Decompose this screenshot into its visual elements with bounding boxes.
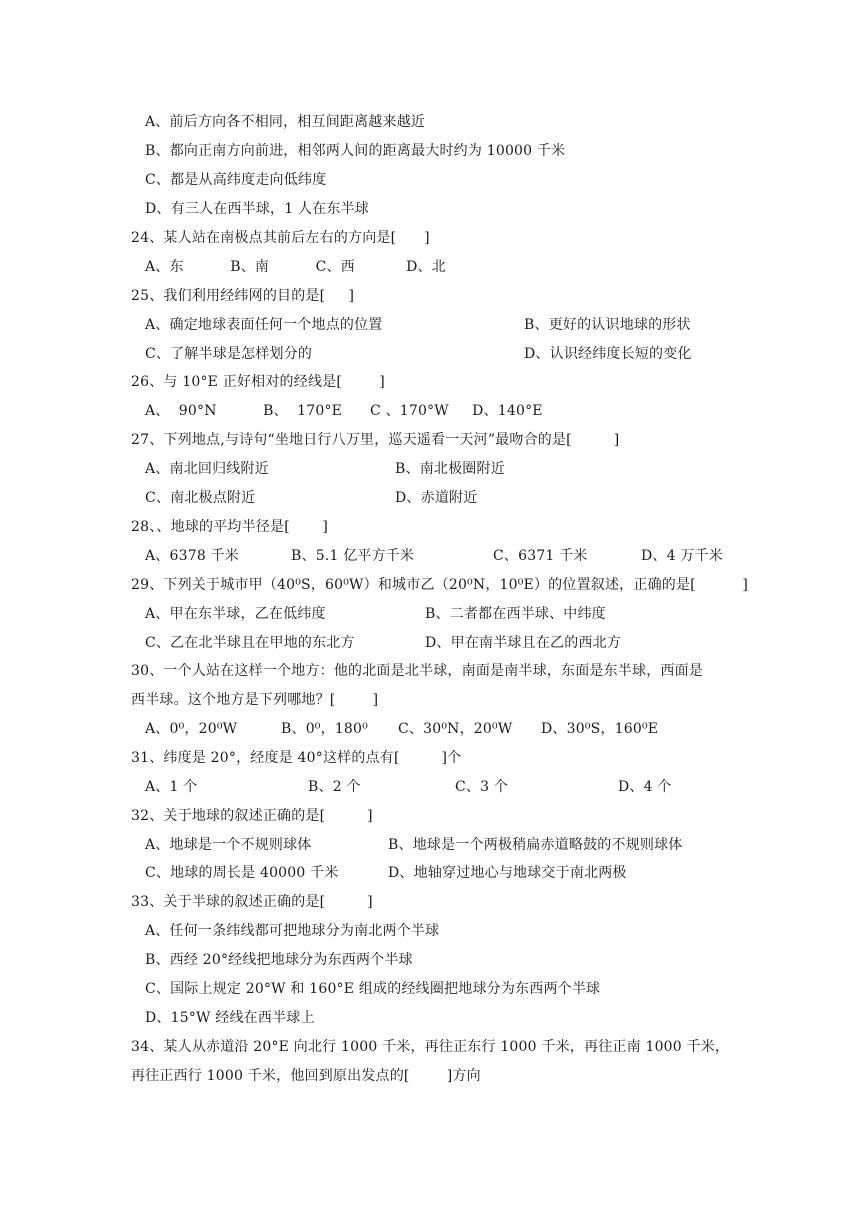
- q31-option-b: B、2 个: [308, 779, 361, 795]
- q24-options: A、东 B、南 C、西 D、北: [145, 259, 446, 275]
- q31-stem: 31、纬度是 20°，经度是 40°这样的点有[ ]个: [131, 750, 462, 766]
- q31-option-c: C、3 个: [455, 779, 509, 795]
- q25-option-c: C、了解半球是怎样划分的: [145, 346, 313, 362]
- q31-option-a: A、1 个: [145, 779, 198, 795]
- q34-stem-line-2: 再往正西行 1000 千米，他回到原出发点的[ ]方向: [131, 1068, 481, 1084]
- q30-option-b: B、0⁰，180⁰: [281, 721, 368, 737]
- q32-option-b: B、地球是一个两极稍扁赤道略鼓的不规则球体: [388, 837, 683, 853]
- q28-option-c: C、6371 千米: [493, 548, 588, 564]
- q28-option-d: D、4 万千米: [641, 548, 723, 564]
- q25-option-d: D、认识经纬度长短的变化: [524, 346, 692, 362]
- q27-option-a: A、南北回归线附近: [145, 461, 269, 477]
- q32-option-a: A、地球是一个不规则球体: [145, 837, 312, 853]
- q29-option-d: D、甲在南半球且在乙的西北方: [425, 635, 622, 651]
- q30-stem-line-1: 30、一个人站在这样一个地方：他的北面是北半球，南面是南半球，东面是东半球，西面是: [131, 663, 704, 679]
- q27-stem: 27、下列地点,与诗句“坐地日行八万里，巡天遥看一天河”最吻合的是[ ]: [131, 432, 620, 448]
- q25-stem: 25、我们利用经纬网的目的是[ ]: [131, 288, 355, 304]
- q30-stem-line-2: 西半球。这个地方是下列哪地？[ ]: [131, 692, 379, 708]
- q33-stem: 33、关于半球的叙述正确的是[ ]: [131, 894, 373, 910]
- q27-option-d: D、赤道附近: [395, 490, 478, 506]
- q32-option-d: D、地轴穿过地心与地球交于南北两极: [388, 865, 627, 881]
- q23-option-d: D、有三人在西半球，1 人在东半球: [145, 201, 369, 217]
- q24-stem: 24、某人站在南极点其前后左右的方向是[ ]: [131, 230, 430, 246]
- q23-option-c: C、都是从高纬度走向低纬度: [145, 172, 327, 188]
- q23-option-a: A、前后方向各不相同，相互间距离越来越近: [145, 114, 426, 130]
- q25-option-b: B、更好的认识地球的形状: [524, 317, 691, 333]
- q26-stem: 26、与 10°E 正好相对的经线是[ ]: [131, 374, 385, 390]
- q27-option-c: C、南北极点附近: [145, 490, 256, 506]
- q33-option-c: C、国际上规定 20°W 和 160°E 组成的经线圈把地球分为东西两个半球: [145, 981, 601, 997]
- q33-option-d: D、15°W 经线在西半球上: [145, 1010, 315, 1026]
- q33-option-a: A、任何一条纬线都可把地球分为南北两个半球: [145, 923, 440, 939]
- q28-option-a: A、6378 千米: [145, 548, 239, 564]
- q34-stem-line-1: 34、某人从赤道沿 20°E 向北行 1000 千米，再往正东行 1000 千米，再往正南 1000 千米，: [131, 1039, 730, 1055]
- q29-option-a: A、甲在东半球，乙在低纬度: [145, 606, 326, 622]
- q28-option-b: B、5.1 亿平方千米: [291, 548, 415, 564]
- q29-option-c: C、乙在北半球且在甲地的东北方: [145, 635, 355, 651]
- q29-option-b: B、二者都在西半球、中纬度: [425, 606, 606, 622]
- q30-option-a: A、0⁰，20⁰W: [145, 721, 238, 737]
- q32-option-c: C、地球的周长是 40000 千米: [145, 865, 339, 881]
- q33-option-b: B、西经 20°经线把地球分为东西两个半球: [145, 952, 413, 968]
- q30-option-c: C、30⁰N，20⁰W: [398, 721, 513, 737]
- q30-option-d: D、30⁰S，160⁰E: [541, 721, 659, 737]
- q31-option-d: D、4 个: [618, 779, 672, 795]
- q25-option-a: A、确定地球表面任何一个地点的位置: [145, 317, 383, 333]
- q27-option-b: B、南北极圈附近: [395, 461, 505, 477]
- q32-stem: 32、关于地球的叙述正确的是[ ]: [131, 808, 373, 824]
- q28-stem: 28、、地球的平均半径是[ ]: [131, 519, 329, 535]
- q23-option-b: B、都向正南方向前进，相邻两人间的距离最大时约为 10000 千米: [145, 143, 566, 159]
- q29-stem: 29、下列关于城市甲（40⁰S，60⁰W）和城市乙（20⁰N，10⁰E）的位置叙述，正确的是[ ]: [131, 577, 748, 593]
- q26-options: A、 90°N B、 170°E C 、170°W D、140°E: [145, 403, 543, 419]
